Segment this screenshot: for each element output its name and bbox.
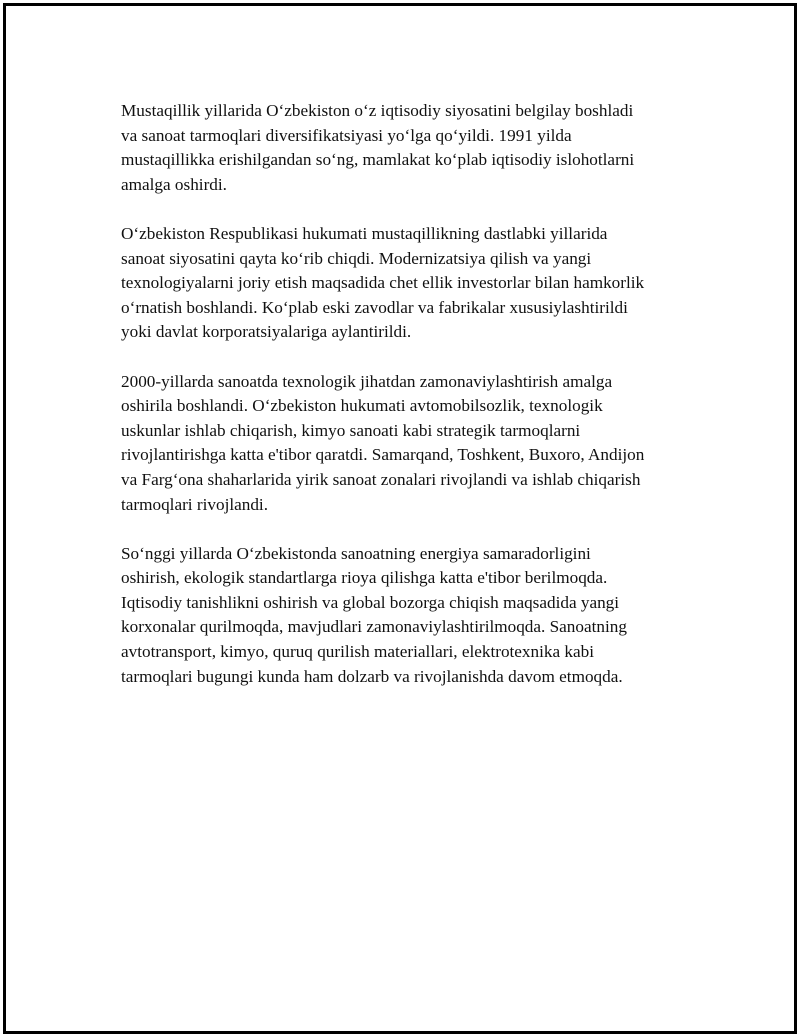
paragraph-2: O‘zbekiston Respublikasi hukumati mustaqillikning dastlabki yillarida sanoat siyosatini qayta ko‘rib chiqdi. Modernizatsiya qilish va yangi texnologiyalarni joriy etish maqsadida chet ellik investorlar bilan hamkorlik o‘rnatish boshlandi. Ko‘plab eski zavodlar va fabrikalar xususiylashtirildi yoki davlat korporatsiyalariga aylantirildi. xyxy=(121,223,645,342)
document-body xyxy=(121,99,701,714)
page-frame xyxy=(3,3,797,1034)
paragraph-3: 2000-yillarda sanoatda texnologik jihatdan zamonaviylashtirish amalga oshirila boshlandi. O‘zbekiston hukumati avtomobilsozlik, texnologik uskunlar ishlab chiqarish, kimyo sanoati kabi strategik tarmoqlarni rivojlantirishga katta e'tibor qaratdi. Samarqand, Toshkent, Buxoro, Andijon va Farg‘ona shaharlarida yirik sanoat zonalari rivojlandi va ishlab chiqarish tarmoqlari rivojlandi. xyxy=(121,371,645,514)
paragraph-4: So‘nggi yillarda O‘zbekistonda sanoatning energiya samaradorligini oshirish, ekologik standartlarga rioya qilishga katta e'tibor berilmoqda. Iqtisodiy tanishlikni oshirish va global bozorga chiqish maqsadida yangi korxonalar qurilmoqda, mavjudlari zamonaviylashtirilmoqda. Sanoatning avtotransport, kimyo, quruq qurilish materiallari, elektrotexnika kabi tarmoqlari bugungi kunda ham dolzarb va rivojlanishda davom etmoqda. xyxy=(121,543,627,686)
paragraph-1: Mustaqillik yillarida O‘zbekiston o‘z iqtisodiy siyosatini belgilay boshladi va sanoat tarmoqlari diversifikatsiyasi yo‘lga qo‘yildi. 1991 yilda mustaqillikka erishilgandan so‘ng, mamlakat ko‘plab iqtisodiy islohotlarni amalga oshirdi. xyxy=(121,101,635,194)
